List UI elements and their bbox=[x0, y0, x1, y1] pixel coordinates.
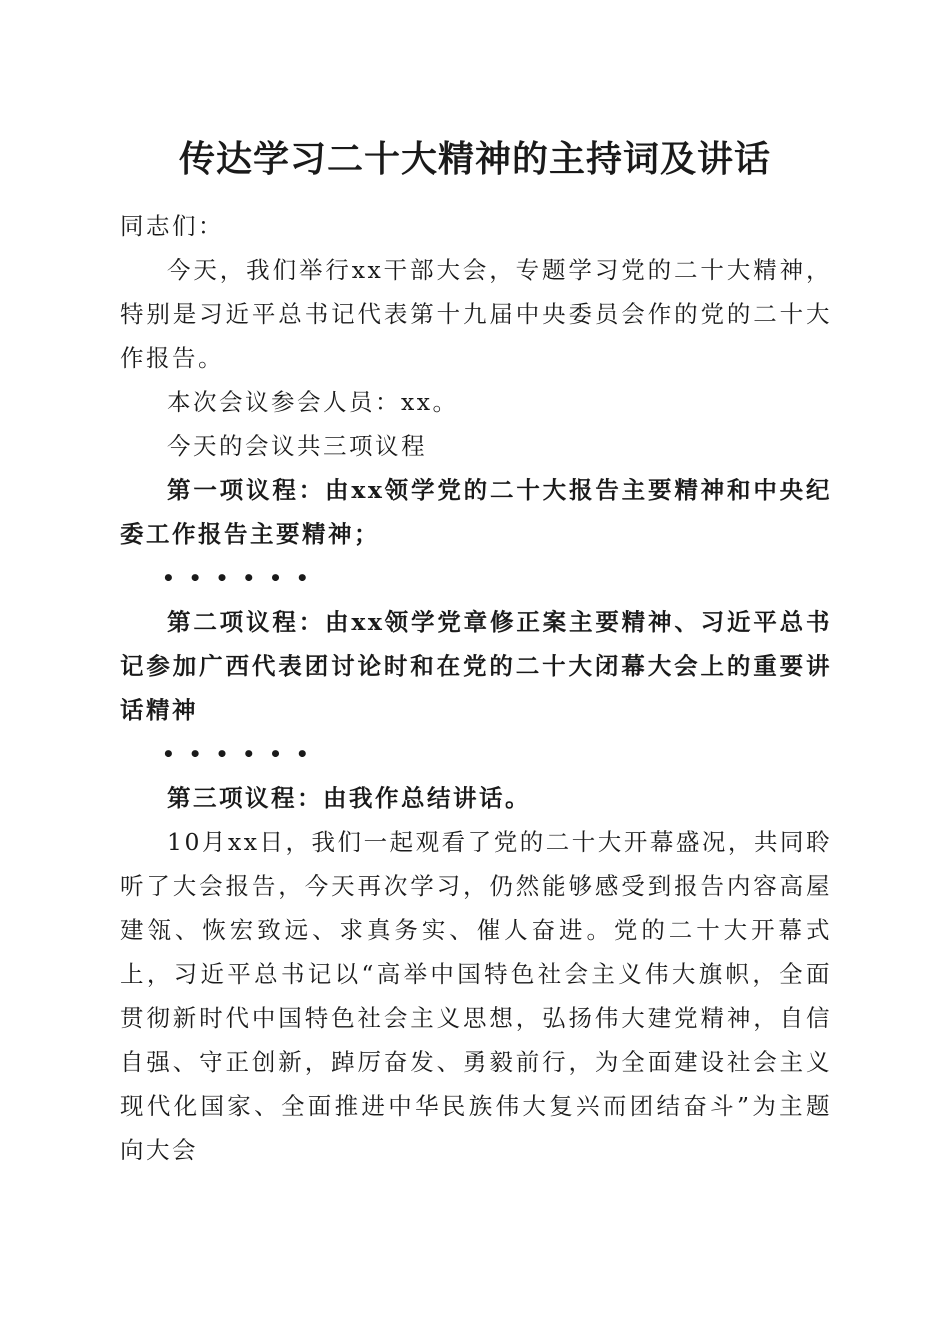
paragraph-closing: 10月xx日，我们一起观看了党的二十大开幕盛况，共同聆听了大会报告，今天再次学习，仍然能够感受到报告内容高屋建瓴、恢宏致远、求真务实、催人奋进。党的二十大开幕式上，习近平总书记以“高举中国特色社会主义伟大旗帜，全面贯彻新时代中国特色社会主义思想，弘扬伟大建党精神，自信自强、守正创新，踔厉奋发、勇毅前行，为全面建设社会主义现代化国家、全面推进中华民族伟大复兴而团结奋斗”为主题向大会 bbox=[120, 828, 832, 1164]
agenda-item-2: 第二项议程：由xx领学党章修正案主要精神、习近平总书记参加广西代表团讨论时和在党的二十大闭幕大会上的重要讲话精神 bbox=[120, 608, 832, 724]
paragraph-intro: 今天，我们举行xx干部大会，专题学习党的二十大精神，特别是习近平总书记代表第十九届中央委员会作的党的二十大作报告。 bbox=[120, 256, 832, 372]
agenda-item-3: 第三项议程：由我作总结讲话。 bbox=[167, 784, 531, 812]
document-body bbox=[120, 204, 832, 1172]
agenda-item-1: 第一项议程：由xx领学党的二十大报告主要精神和中央纪委工作报告主要精神； bbox=[120, 476, 832, 548]
paragraph-agenda-intro: 今天的会议共三项议程 bbox=[167, 432, 427, 460]
paragraph-attendees: 本次会议参会人员：xx。 bbox=[167, 388, 459, 416]
ellipsis-dots-2: •••••• bbox=[162, 742, 323, 766]
document-title: 传达学习二十大精神的主持词及讲话 bbox=[178, 139, 771, 180]
salutation: 同志们： bbox=[120, 212, 224, 240]
ellipsis-dots-1: •••••• bbox=[162, 566, 323, 590]
